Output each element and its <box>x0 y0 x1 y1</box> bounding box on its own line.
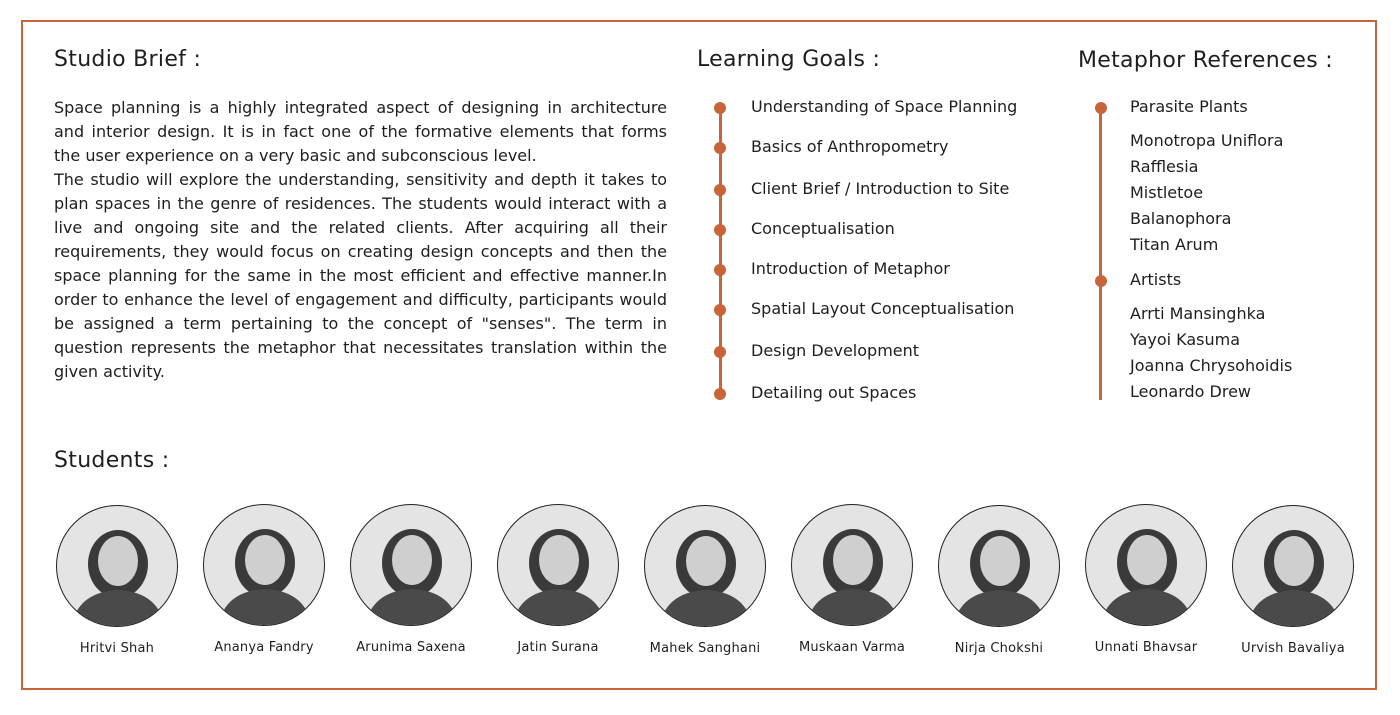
person-icon <box>939 506 1060 627</box>
student-card <box>190 504 338 655</box>
student-name: Muskaan Varma <box>798 640 906 655</box>
reference-group-title: Artists <box>1130 270 1182 289</box>
reference-item: Leonardo Drew <box>1130 382 1252 401</box>
reference-item: Balanophora <box>1130 209 1232 228</box>
reference-item: Titan Arum <box>1130 235 1219 254</box>
student-card <box>925 505 1073 656</box>
brief-paragraph-1: Space planning is a highly integrated aspect of designing in architecture and interior design. It is in fact one of the formative elements that forms the user experience on a very basic and subconscious level. <box>54 98 667 165</box>
student-photo <box>203 504 325 626</box>
student-photo <box>350 504 472 626</box>
goal-item: Introduction of Metaphor <box>751 259 950 278</box>
timeline-dot <box>714 184 726 196</box>
reference-item: Monotropa Uniflora <box>1130 131 1284 150</box>
students-heading: Students : <box>54 448 170 473</box>
timeline-dot <box>714 142 726 154</box>
student-name: Nirja Chokshi <box>954 641 1044 656</box>
person-icon <box>792 505 913 626</box>
goal-item: Understanding of Space Planning <box>751 97 1018 116</box>
timeline-dot <box>714 346 726 358</box>
student-photo <box>644 505 766 627</box>
goal-item: Design Development <box>751 341 920 360</box>
person-icon <box>1086 505 1207 626</box>
student-photo <box>938 505 1060 627</box>
person-icon <box>204 505 325 626</box>
reference-item: Arrti Mansinghka <box>1130 304 1266 323</box>
reference-item: Joanna Chrysohoidis <box>1130 356 1293 375</box>
timeline-dot <box>714 224 726 236</box>
timeline-dot <box>714 102 726 114</box>
person-icon <box>645 506 766 627</box>
student-name: Urvish Bavaliya <box>1241 641 1345 656</box>
person-icon <box>351 505 472 626</box>
student-card <box>43 505 191 656</box>
student-name: Unnati Bhavsar <box>1094 640 1198 655</box>
student-card <box>337 504 485 655</box>
timeline-dot <box>1095 275 1107 287</box>
timeline-dot <box>714 388 726 400</box>
studio-brief-text <box>54 96 667 384</box>
reference-item: Yayoi Kasuma <box>1130 330 1241 349</box>
learning-goals-heading: Learning Goals : <box>697 47 881 72</box>
student-card <box>778 504 926 655</box>
person-icon <box>1233 506 1354 627</box>
student-card <box>484 504 632 655</box>
person-icon <box>57 506 178 627</box>
goal-item: Basics of Anthropometry <box>751 137 949 156</box>
brief-paragraph-2: The studio will explore the understanding, sensitivity and depth it takes to plan spaces in the genre of residences. The students would interact with a live and ongoing site and the related clients. After acquiring all their requirements, they would focus on creating design concepts and then the space planning for the same in the most efficient and effective manner.In order to enhance the level of engagement and difficulty, participants would be assigned a term pertaining to the concept of "senses". The term in question represents the metaphor that necessitates translation within the given activity. <box>54 170 667 381</box>
metaphor-references-heading: Metaphor References : <box>1078 48 1333 73</box>
student-name: Hritvi Shah <box>79 641 155 656</box>
goal-item: Detailing out Spaces <box>751 383 917 402</box>
reference-item: Rafflesia <box>1130 157 1199 176</box>
student-photo <box>56 505 178 627</box>
studio-brief-heading: Studio Brief : <box>54 47 202 72</box>
student-photo <box>1085 504 1207 626</box>
student-card <box>1072 504 1220 655</box>
student-name: Jatin Surana <box>517 640 599 655</box>
goal-item: Client Brief / Introduction to Site <box>751 179 1010 198</box>
student-name: Mahek Sanghani <box>649 641 761 656</box>
student-card <box>631 505 779 656</box>
timeline-line <box>1099 108 1102 400</box>
student-photo <box>791 504 913 626</box>
goal-item: Spatial Layout Conceptualisation <box>751 299 1015 318</box>
timeline-dot <box>1095 102 1107 114</box>
student-name: Arunima Saxena <box>356 640 466 655</box>
student-name: Ananya Fandry <box>214 640 314 655</box>
reference-item: Mistletoe <box>1130 183 1204 202</box>
student-photo <box>1232 505 1354 627</box>
reference-group-title: Parasite Plants <box>1130 97 1248 116</box>
timeline-dot <box>714 304 726 316</box>
student-photo <box>497 504 619 626</box>
timeline-dot <box>714 264 726 276</box>
goal-item: Conceptualisation <box>751 219 895 238</box>
person-icon <box>498 505 619 626</box>
student-card <box>1219 505 1367 656</box>
